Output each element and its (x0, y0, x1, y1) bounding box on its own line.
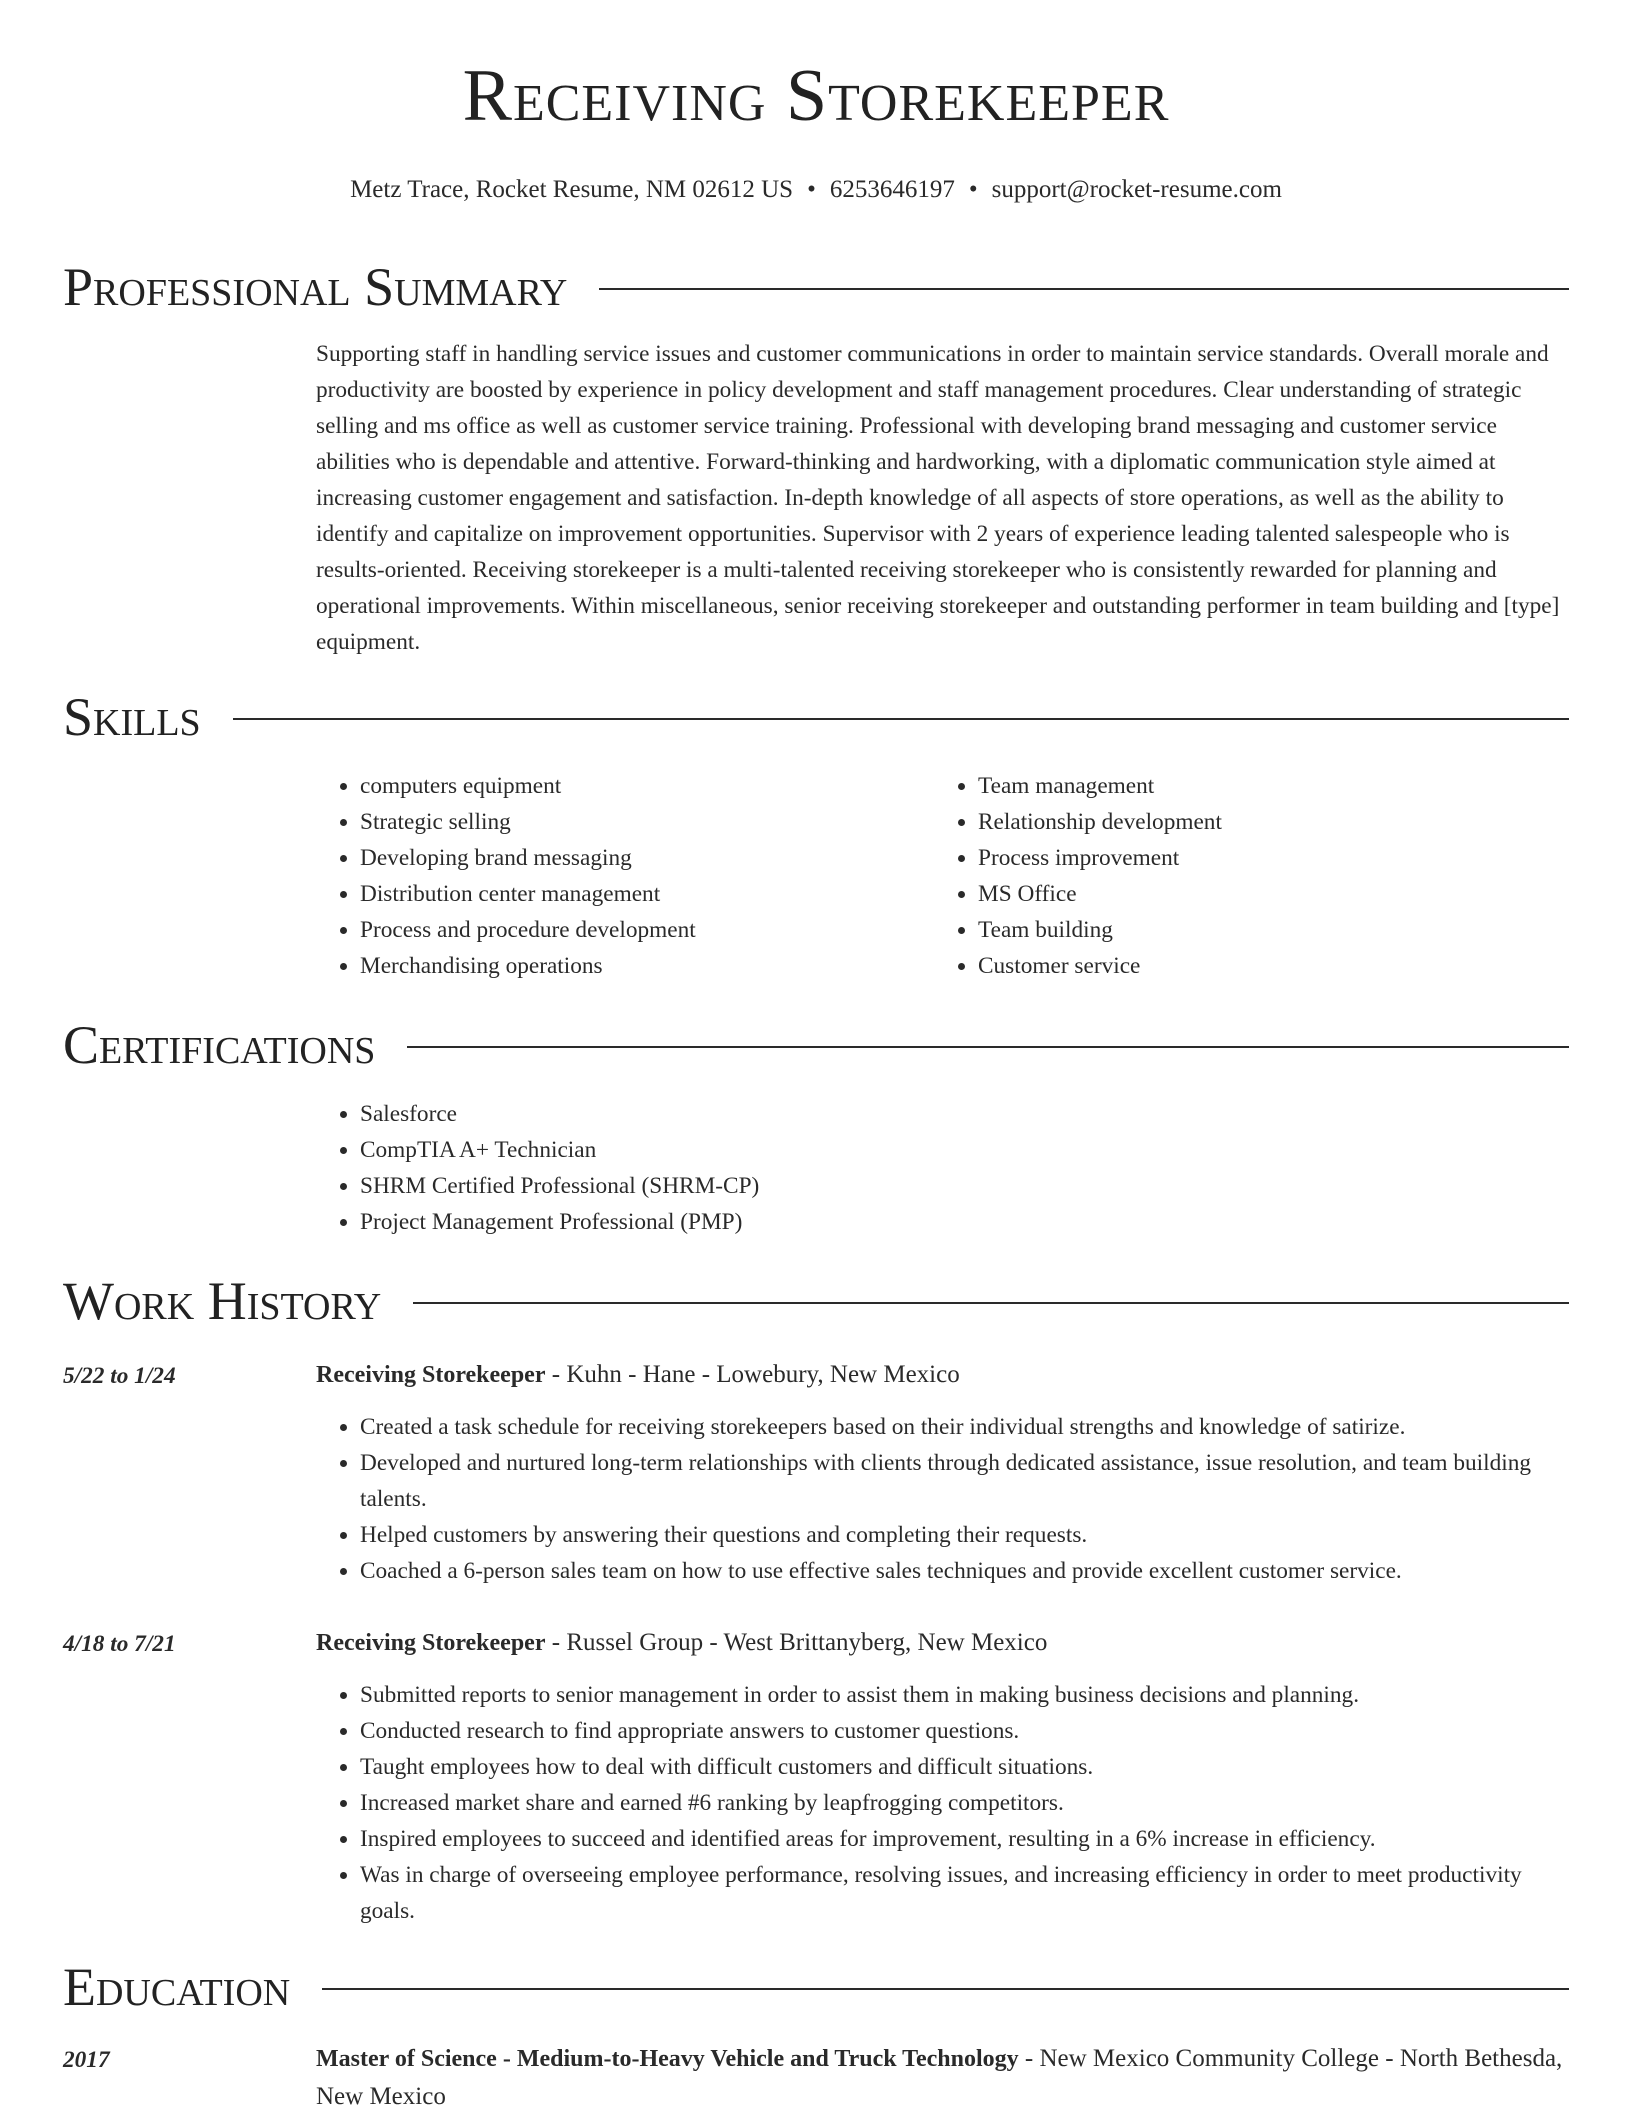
job-title-line (316, 1356, 1569, 1394)
section-skills-header (63, 687, 1569, 747)
section-work-header (63, 1271, 1569, 1331)
section-divider (599, 288, 1569, 290)
section-divider (407, 1046, 1569, 1048)
certification-item: • SHRM Certified Professional (SHRM-CP) (360, 1168, 1569, 1204)
section-title: Education (63, 1957, 291, 2017)
contact-line (0, 174, 1632, 207)
contact-phone: 6253646197 (829, 176, 955, 203)
job-role: Receiving Storekeeper (316, 1630, 546, 1656)
certifications-list (316, 1096, 1569, 1240)
job-bullet: • Increased market share and earned #6 ranking by leapfrogging competitors. (360, 1785, 1569, 1821)
contact-address: Metz Trace, Rocket Resume, NM 02612 US (350, 176, 794, 203)
skill-item: • Developing brand messaging (360, 840, 934, 876)
section-title: Work History (63, 1271, 382, 1331)
section-title: Professional Summary (63, 257, 568, 317)
job-title-line (316, 1624, 1569, 1662)
skill-item: • Process and procedure development (360, 912, 934, 948)
job-bullet: • Submitted reports to senior management in order to assist them in making business decisions and planning. (360, 1677, 1569, 1713)
skill-item: • Merchandising operations (360, 948, 934, 984)
certification-item: • Salesforce (360, 1096, 1569, 1132)
education-year: 2017 (63, 2047, 110, 2073)
contact-separator: • (807, 176, 816, 203)
job-bullet: • Developed and nurtured long-term relationships with clients through dedicated assistance, issue resolution, and team building talents. (360, 1445, 1569, 1517)
job-dates: 5/22 to 1/24 (63, 1363, 176, 1389)
skill-item: • Customer service (978, 948, 1552, 984)
section-certifications-header (63, 1015, 1569, 1075)
job-bullet: • Taught employees how to deal with difficult customers and difficult situations. (360, 1749, 1569, 1785)
job-bullet: • Inspired employees to succeed and identified areas for improvement, resulting in a 6% increase in efficiency. (360, 1821, 1569, 1857)
section-title: Skills (63, 687, 201, 747)
job-bullets (316, 1409, 1569, 1589)
skill-item: • Distribution center management (360, 876, 934, 912)
job-bullet: • Was in charge of overseeing employee performance, resolving issues, and increasing efficiency in order to meet productivity goals. (360, 1857, 1569, 1929)
skill-item: • Team management (978, 768, 1552, 804)
section-divider (322, 1988, 1569, 1990)
skill-item: • Strategic selling (360, 804, 934, 840)
section-divider (233, 718, 1569, 720)
job-bullet: • Helped customers by answering their questions and completing their requests. (360, 1517, 1569, 1553)
job-bullet: • Conducted research to find appropriate answers to customer questions. (360, 1713, 1569, 1749)
job-details: - Kuhn - Hane - Lowebury, New Mexico (545, 1361, 960, 1388)
section-title: Certifications (63, 1015, 376, 1075)
summary-text: Supporting staff in handling service issues and customer communications in order to maintain service standards. Overall morale and productivity are boosted by experience in policy development and staff management procedures. Clear understanding of strategic selling and ms office as well as customer service training. Professional with developing brand messaging and customer service abilities who is dependable and attentive. Forward-thinking and hardworking, with a diplomatic communication style aimed at increasing customer engagement and satisfaction. In-depth knowledge of all aspects of store operations, as well as the ability to identify and capitalize on improvement opportunities. Supervisor with 2 years of experience leading talented salespeople who is results-oriented. Receiving storekeeper is a multi-talented receiving storekeeper who is consistently rewarded for planning and operational improvements. Within miscellaneous, senior receiving storekeeper and outstanding performer in team building and [type] equipment. (316, 341, 1560, 655)
job-details: - Russel Group - West Brittanyberg, New Mexico (545, 1629, 1048, 1656)
skills-list (316, 768, 1569, 984)
resume-name: Receiving Storekeeper (462, 55, 1170, 137)
skill-item: • Team building (978, 912, 1552, 948)
job-dates: 4/18 to 7/21 (63, 1631, 176, 1657)
job-bullet: • Created a task schedule for receiving storekeepers based on their individual strengths and knowledge of satirize. (360, 1409, 1569, 1445)
section-summary-header (63, 257, 1569, 317)
education-details: - New Mexico Community College - North Bethesda, New Mexico (316, 2045, 1563, 2110)
contact-email: support@rocket-resume.com (991, 176, 1282, 203)
section-education-header (63, 1957, 1569, 2017)
skill-item: • Process improvement (978, 840, 1552, 876)
certification-item: • CompTIA A+ Technician (360, 1132, 1569, 1168)
section-divider (413, 1302, 1569, 1304)
skills-column-right (934, 768, 1552, 984)
skill-item: • Relationship development (978, 804, 1552, 840)
job-role: Receiving Storekeeper (316, 1362, 546, 1388)
certification-item: • Project Management Professional (PMP) (360, 1204, 1569, 1240)
job-bullet: • Coached a 6-person sales team on how to use effective sales techniques and provide excellent customer service. (360, 1553, 1569, 1589)
skill-item: • MS Office (978, 876, 1552, 912)
contact-separator: • (968, 176, 978, 203)
skills-column-left (316, 768, 934, 984)
education-degree: Master of Science - Medium-to-Heavy Vehicle and Truck Technology (316, 2046, 1019, 2072)
job-bullets (316, 1677, 1569, 1929)
education-entry (316, 2040, 1569, 2116)
skill-item: • computers equipment (360, 768, 934, 804)
